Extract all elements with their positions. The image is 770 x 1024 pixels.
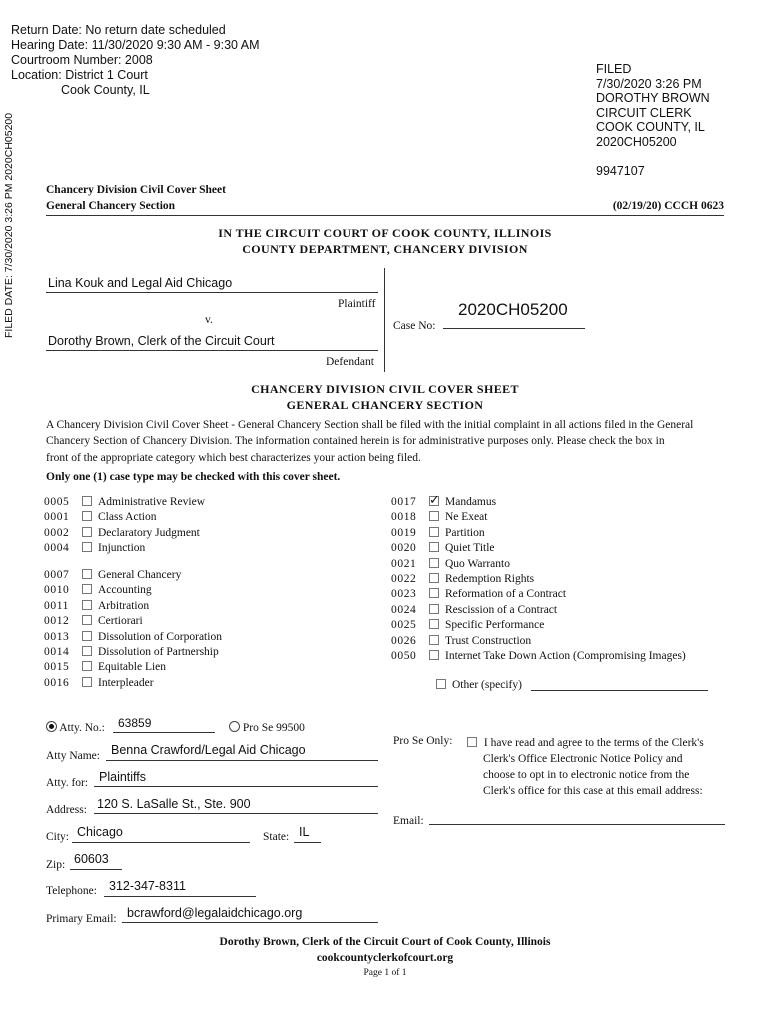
side-filed-stamp: FILED DATE: 7/30/2020 3:26 PM 2020CH05200 — [3, 112, 15, 338]
pro-se-radio[interactable] — [229, 721, 240, 732]
form-code: (02/19/20) CCCH 0623 — [612, 200, 724, 212]
defendant-value[interactable]: Dorothy Brown, Clerk of the Circuit Court — [48, 334, 275, 348]
case-type-checkbox[interactable] — [429, 558, 439, 568]
zip-value[interactable]: 60603 — [74, 852, 109, 866]
case-type-row — [44, 676, 154, 691]
case-type-code: 0014 — [44, 646, 70, 658]
hearing-date: Hearing Date: 11/30/2020 9:30 AM - 9:30 AM — [11, 38, 260, 52]
case-type-row — [44, 614, 143, 629]
case-type-checkbox[interactable] — [82, 569, 92, 579]
case-type-row — [44, 645, 219, 660]
intro-text — [46, 417, 693, 466]
case-type-checkbox[interactable] — [82, 646, 92, 656]
case-type-label: General Chancery — [98, 569, 182, 581]
case-type-checkbox[interactable] — [429, 496, 439, 506]
case-type-label: Trust Construction — [445, 634, 532, 647]
case-type-label: Quo Warranto — [445, 557, 510, 570]
case-type-code: 0024 — [391, 603, 417, 616]
plaintiff-label: Plaintiff — [338, 298, 376, 310]
case-type-code: 0013 — [44, 630, 70, 643]
filed-line-5: COOK COUNTY, IL — [596, 120, 705, 135]
pro-se-agree-checkbox[interactable] — [467, 737, 477, 747]
case-type-checkbox[interactable] — [82, 677, 92, 687]
atty-no-label: Atty. No.: — [59, 722, 105, 734]
filed-id: 9947107 — [596, 163, 645, 178]
county: Cook County, IL — [61, 83, 150, 97]
pro-se-code-label: Pro Se 99500 — [242, 722, 305, 734]
city-value[interactable]: Chicago — [77, 825, 123, 839]
case-type-row — [391, 618, 544, 633]
case-type-label: Rescission of a Contract — [445, 603, 558, 616]
case-type-row — [391, 510, 487, 525]
case-type-label: Accounting — [98, 584, 152, 597]
zip-label: Zip: — [46, 859, 66, 871]
form-title: Chancery Division Civil Cover Sheet — [46, 184, 226, 196]
pro-se-line-4: Clerk's office for this case at this email address: — [483, 785, 703, 797]
case-type-label: Ne Exeat — [445, 511, 488, 524]
case-type-code: 0004 — [44, 542, 70, 555]
case-type-checkbox[interactable] — [429, 573, 439, 583]
case-type-code: 0011 — [44, 599, 69, 612]
case-type-checkbox[interactable] — [429, 619, 439, 629]
defendant-line — [46, 350, 378, 351]
case-type-code: 0019 — [391, 526, 417, 539]
case-type-checkbox[interactable] — [429, 527, 439, 537]
intro-line-2: Chancery Section of Chancery Division. The information contained herein is for administrative purposes only. Please check the box in — [46, 435, 665, 448]
pro-se-line-3: choose to opt in to electronic notice from the — [483, 769, 690, 781]
case-type-label: Quiet Title — [445, 542, 495, 555]
case-type-checkbox[interactable] — [82, 600, 92, 610]
case-type-row — [391, 526, 485, 541]
case-type-checkbox[interactable] — [82, 615, 92, 625]
case-type-row — [44, 541, 145, 556]
pro-se-line-2: Clerk's Office Electronic Notice Policy and — [483, 753, 683, 765]
case-type-checkbox[interactable] — [429, 588, 439, 598]
case-type-label: Arbitration — [98, 599, 150, 612]
case-type-row — [44, 599, 149, 614]
footer-page: Page 1 of 1 — [363, 968, 407, 978]
filed-line-4: CIRCUIT CLERK — [596, 105, 692, 120]
case-type-checkbox[interactable] — [82, 542, 92, 552]
location: Location: District 1 Court — [11, 68, 148, 82]
case-type-label: Dissolution of Corporation — [98, 630, 222, 643]
courtroom-number: Courtroom Number: 2008 — [11, 53, 153, 67]
case-type-row — [391, 495, 496, 510]
case-type-row — [391, 572, 534, 587]
address-value[interactable]: 120 S. LaSalle St., Ste. 900 — [97, 797, 251, 811]
case-type-code: 0022 — [391, 573, 417, 585]
primary-email-value[interactable]: bcrawford@legalaidchicago.org — [127, 906, 303, 920]
other-specify-line — [531, 690, 708, 691]
zip-line — [70, 869, 122, 870]
pro-se-agreement-text — [483, 751, 703, 799]
pro-se-row — [229, 721, 305, 734]
case-type-label: Reformation of a Contract — [445, 588, 567, 601]
intro-line-1: A Chancery Division Civil Cover Sheet - General Chancery Section shall be filed with the initial complaint in all actions filed in the General — [46, 419, 694, 431]
case-type-label: Declaratory Judgment — [98, 526, 200, 539]
other-specify-checkbox[interactable] — [436, 679, 446, 689]
case-type-label: Equitable Lien — [98, 661, 167, 674]
cover-heading-2: GENERAL CHANCERY SECTION — [286, 398, 484, 412]
case-type-code: 0021 — [391, 557, 417, 570]
address-line — [94, 813, 378, 814]
case-type-label: Redemption Rights — [445, 573, 535, 585]
case-type-checkbox[interactable] — [82, 527, 92, 537]
case-type-checkbox[interactable] — [429, 650, 439, 660]
case-type-row — [391, 634, 531, 649]
address-label: Address: — [46, 804, 87, 816]
case-type-row — [44, 583, 152, 598]
hearing-info — [11, 23, 260, 98]
state-value[interactable]: IL — [299, 825, 310, 839]
case-no-value[interactable]: 2020CH05200 — [458, 300, 568, 319]
atty-for-value[interactable]: Plaintiffs — [99, 770, 147, 784]
state-line — [294, 842, 321, 843]
primary-email-label: Primary Email: — [46, 913, 117, 925]
city-label: City: — [46, 831, 70, 843]
other-specify-label: Other (specify) — [452, 679, 522, 691]
case-type-checkbox[interactable] — [429, 542, 439, 552]
case-type-row — [44, 568, 181, 583]
court-line-2: COUNTY DEPARTMENT, CHANCERY DIVISION — [242, 242, 528, 256]
case-type-checkbox[interactable] — [429, 635, 439, 645]
case-type-label: Administrative Review — [98, 496, 205, 508]
pro-se-email-line — [429, 824, 725, 825]
atty-name-value[interactable]: Benna Crawford/Legal Aid Chicago — [111, 743, 306, 757]
pro-se-checkbox-row — [467, 735, 704, 751]
atty-name-label: Atty Name: — [46, 750, 100, 762]
case-type-code: 0002 — [44, 526, 70, 539]
filed-line-1: FILED — [596, 62, 632, 76]
case-type-code: 0012 — [44, 615, 70, 628]
telephone-value[interactable]: 312-347-8311 — [109, 879, 186, 893]
case-type-label: Mandamus — [445, 496, 497, 508]
case-type-code: 0026 — [391, 634, 417, 647]
case-type-row — [391, 557, 510, 572]
case-type-row — [44, 526, 200, 541]
plaintiff-line — [46, 292, 378, 293]
title-rule — [46, 215, 724, 216]
primary-email-line — [122, 922, 378, 923]
form-subtitle: General Chancery Section — [46, 200, 176, 212]
atty-no-row — [46, 721, 105, 734]
case-type-code: 0017 — [391, 496, 417, 508]
atty-no-line — [113, 732, 215, 733]
case-type-label: Class Action — [98, 511, 157, 524]
case-type-code: 0005 — [44, 496, 70, 508]
case-type-code: 0010 — [44, 584, 70, 597]
case-type-label: Dissolution of Partnership — [98, 646, 219, 658]
case-type-code: 0007 — [44, 569, 70, 581]
footer-website: cookcountyclerkofcourt.org — [316, 952, 454, 964]
case-type-row — [391, 603, 557, 618]
case-type-code: 0025 — [391, 619, 417, 632]
case-type-checkbox[interactable] — [429, 604, 439, 614]
defendant-label: Defendant — [326, 356, 374, 368]
atty-for-line — [94, 786, 378, 787]
footer-clerk: Dorothy Brown, Clerk of the Circuit Court of Cook County, Illinois — [219, 936, 551, 948]
case-type-checkbox[interactable] — [429, 511, 439, 521]
case-type-label: Interpleader — [98, 676, 154, 689]
case-type-label: Partition — [445, 526, 485, 539]
atty-radio[interactable] — [46, 721, 57, 732]
plaintiff-value[interactable]: Lina Kouk and Legal Aid Chicago — [48, 276, 233, 290]
atty-for-label: Atty. for: — [46, 777, 89, 789]
case-type-checkbox[interactable] — [82, 631, 92, 641]
case-type-row — [391, 541, 495, 556]
case-type-checkbox[interactable] — [82, 511, 92, 521]
case-type-row — [44, 510, 156, 525]
state-label: State: — [263, 831, 290, 843]
atty-no-value[interactable]: 63859 — [118, 716, 152, 730]
pro-se-line-1: I have read and agree to the terms of the Clerk's — [483, 737, 704, 749]
filed-line-6: 2020CH05200 — [596, 134, 677, 149]
versus: v. — [205, 314, 213, 326]
caption-divider — [384, 268, 385, 372]
other-specify-row — [436, 678, 522, 693]
case-type-row — [391, 587, 566, 602]
only-one-note: Only one (1) case type may be checked with this cover sheet. — [46, 471, 341, 483]
filed-stamp — [596, 62, 710, 178]
atty-name-line — [106, 760, 378, 761]
case-type-label: Certiorari — [98, 615, 143, 628]
city-line — [72, 842, 250, 843]
case-type-code: 0015 — [44, 661, 70, 674]
case-no-line — [443, 328, 585, 329]
case-type-label: Injunction — [98, 542, 146, 555]
case-type-code: 0050 — [391, 650, 417, 662]
case-type-checkbox[interactable] — [82, 584, 92, 594]
filed-line-2: 7/30/2020 3:26 PM — [596, 76, 702, 91]
cover-heading-1: CHANCERY DIVISION CIVIL COVER SHEET — [251, 382, 519, 396]
intro-line-3: front of the appropriate category which best characterizes your action being filed. — [46, 451, 421, 464]
case-type-code: 0001 — [44, 511, 70, 524]
pro-se-email-label: Email: — [393, 815, 424, 827]
case-type-label: Specific Performance — [445, 619, 545, 632]
case-type-row — [391, 649, 686, 664]
return-date: Return Date: No return date scheduled — [11, 23, 226, 37]
case-type-code: 0020 — [391, 542, 417, 555]
case-type-code: 0016 — [44, 676, 70, 689]
case-type-label: Internet Take Down Action (Compromising Images) — [445, 650, 686, 662]
case-type-row — [44, 660, 166, 675]
case-type-row — [44, 495, 205, 510]
case-type-checkbox[interactable] — [82, 496, 92, 506]
pro-se-only-label: Pro Se Only: — [393, 735, 453, 747]
case-type-code: 0023 — [391, 588, 417, 601]
case-type-row — [44, 630, 222, 645]
telephone-label: Telephone: — [46, 885, 97, 897]
court-line-1: IN THE CIRCUIT COURT OF COOK COUNTY, ILLINOIS — [218, 226, 552, 240]
case-type-code: 0018 — [391, 511, 417, 524]
case-type-checkbox[interactable] — [82, 661, 92, 671]
telephone-line — [104, 896, 256, 897]
filed-line-3: DOROTHY BROWN — [596, 91, 710, 106]
case-no-label: Case No: — [393, 320, 436, 332]
